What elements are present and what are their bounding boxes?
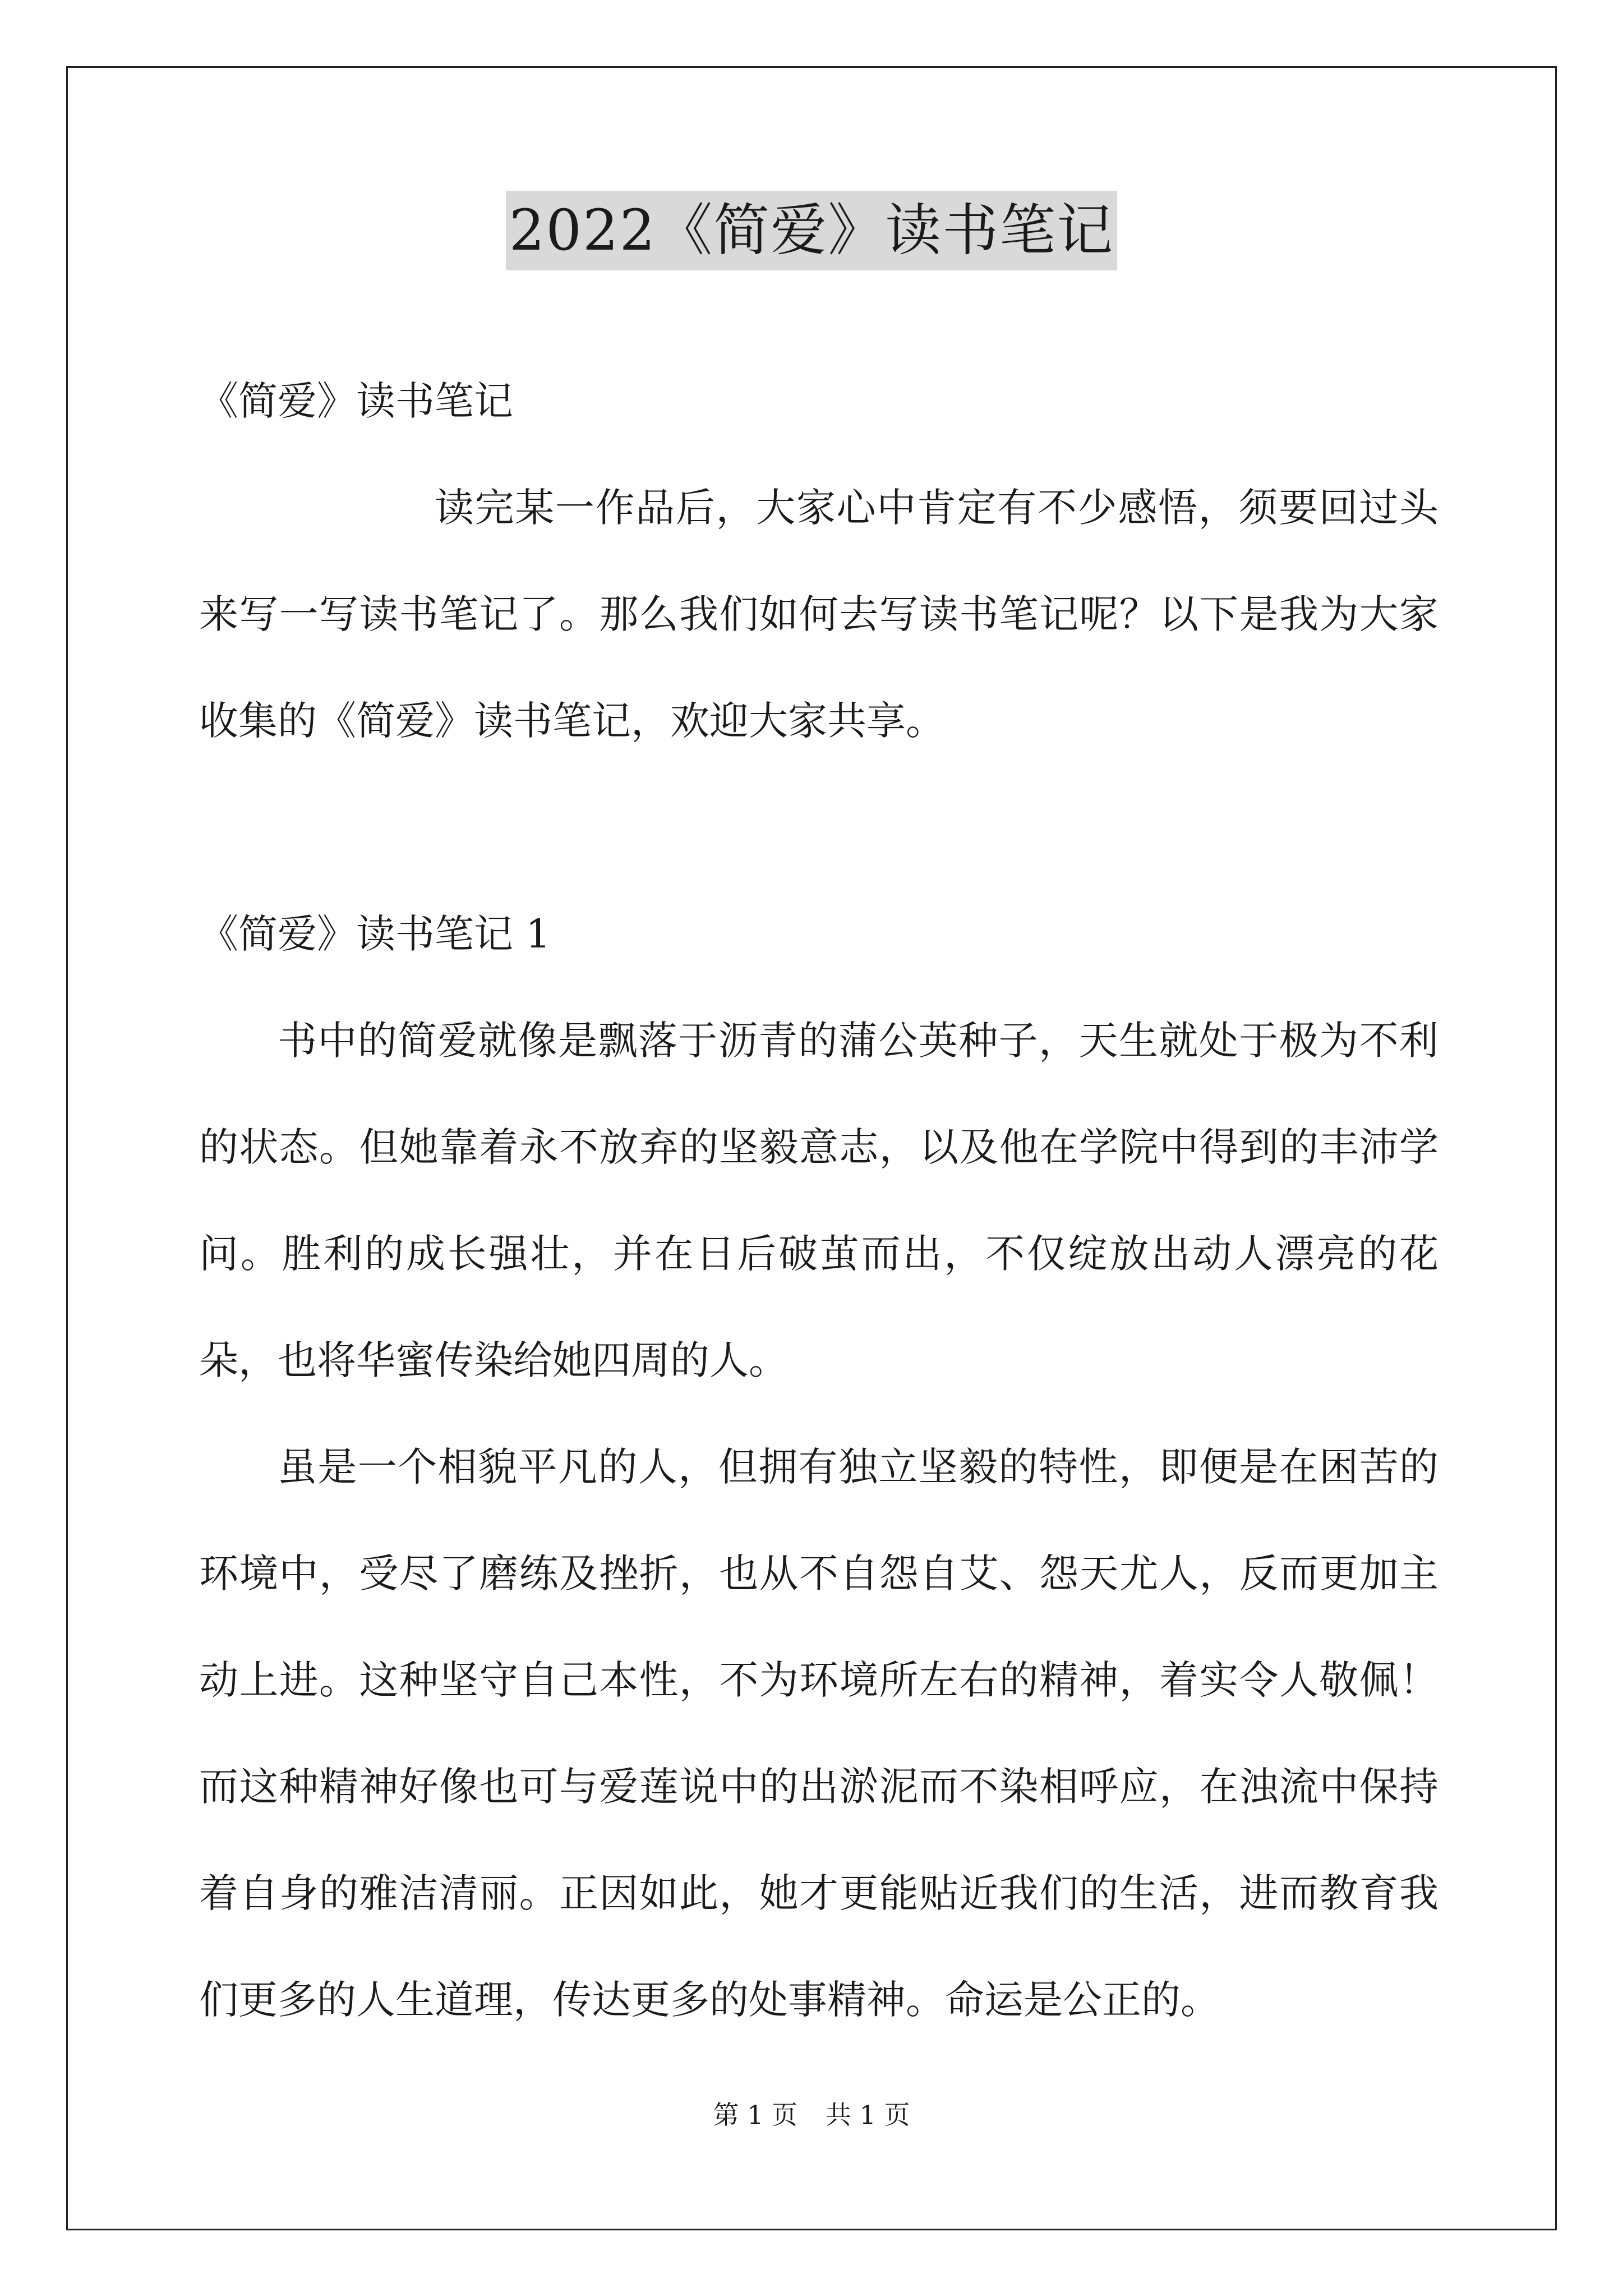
document-body xyxy=(199,348,1438,2053)
section-heading-1: 《简爱》读书笔记 1 xyxy=(199,911,551,957)
title-container xyxy=(0,191,1623,270)
document-title: 2022《简爱》读书笔记 xyxy=(506,191,1118,270)
body-paragraph: 虽是一个相貌平凡的人，但拥有独立坚毅的特性，即便是在困苦的环境中，受尽了磨练及挫折，也从不自怨自艾、怨天尤人，反而更加主动上进。这种坚守自己本性，不为环境所左右的精神，着实令人敬佩！而这种精神好像也可与爱莲说中的出淤泥而不染相呼应，在浊流中保持着自身的雅洁清丽。正因如此，她才更能贴近我们的生活，进而教育我们更多的人生道理，传达更多的处事精神。命运是公正的。 xyxy=(199,1444,1438,2023)
page-footer xyxy=(0,2098,1623,2132)
blank-line xyxy=(199,774,1438,881)
section-heading: 《简爱》读书笔记 xyxy=(199,378,513,424)
intro-paragraph: 读完某一作品后，大家心中肯定有不少感悟，须要回过头来写一写读书笔记了。那么我们如何去写读书笔记呢？以下是我为大家收集的《简爱》读书笔记，欢迎大家共享。 xyxy=(199,485,1438,744)
page-total: 共 1 页 xyxy=(826,2100,910,2130)
body-paragraph: 书中的简爱就像是飘落于沥青的蒲公英种子，天生就处于极为不利的状态。但她靠着永不放弃的坚毅意志，以及他在学院中得到的丰沛学问。胜利的成长强壮，并在日后破茧而出，不仅绽放出动人漂亮的花朵，也将华蜜传染给她四周的人。 xyxy=(199,1018,1438,1383)
page-number: 第 1 页 xyxy=(713,2100,797,2130)
